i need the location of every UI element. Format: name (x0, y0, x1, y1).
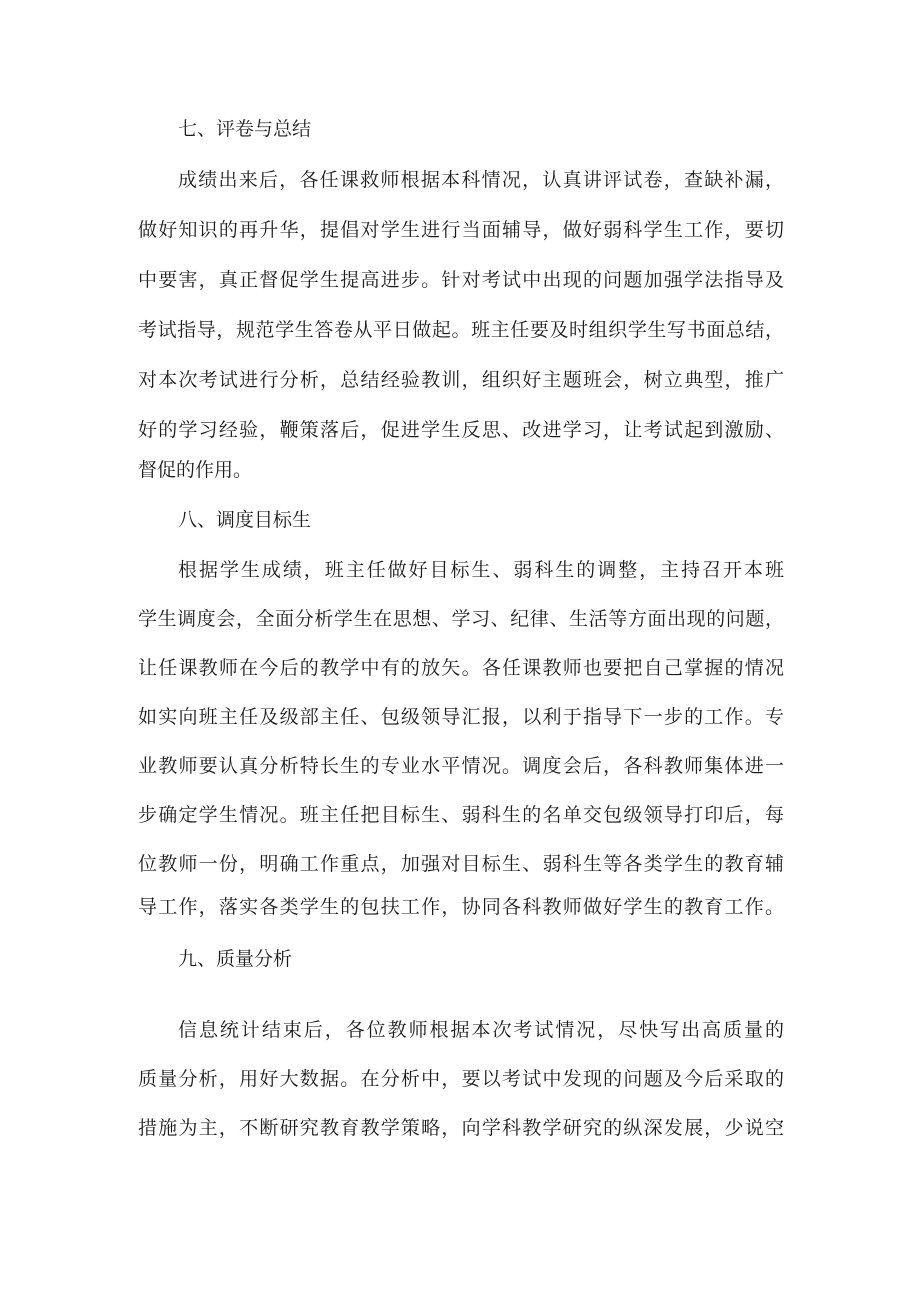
paragraph-line: 如实向班主任及级部主任、包级领导汇报，以利于指导下一步的工作。专 (138, 706, 784, 728)
section-heading-8: 八、调度目标生 (178, 509, 312, 531)
paragraph-line: 步确定学生情况。班主任把目标生、弱科生的名单交包级领导打印后，每 (138, 804, 784, 826)
paragraph-line: 学生调度会，全面分析学生在思想、学习、纪律、生活等方面出现的问题， (138, 608, 784, 630)
paragraph-line: 做好知识的再升华，提倡对学生进行当面辅导，做好弱科学生工作，要切 (138, 219, 784, 241)
paragraph-line: 业教师要认真分析特长生的专业水平情况。调度会后，各科教师集体进一 (138, 755, 784, 777)
paragraph-line: 位教师一份，明确工作重点，加强对目标生、弱科生等各类学生的教育辅 (138, 853, 784, 875)
paragraph-line: 中要害，真正督促学生提高进步。针对考试中出现的问题加强学法指导及 (138, 269, 784, 291)
paragraph-line: 根据学生成绩，班主任做好目标生、弱科生的调整，主持召开本班 (178, 559, 784, 581)
section-heading-7: 七、评卷与总结 (178, 118, 312, 140)
paragraph-line: 导工作，落实各类学生的包扶工作，协同各科教师做好学生的教育工作。 (138, 896, 784, 918)
paragraph-line: 让任课教师在今后的教学中有的放矢。各任课教师也要把自己掌握的情况 (138, 657, 784, 679)
paragraph-line: 对本次考试进行分析，总结经验教训，组织好主题班会，树立典型，推广 (138, 369, 784, 391)
paragraph-line: 信息统计结束后，各位教师根据本次考试情况，尽快写出高质量的 (178, 1019, 784, 1041)
paragraph-line: 考试指导，规范学生答卷从平日做起。班主任要及时组织学生写书面总结， (138, 319, 784, 341)
section-heading-9: 九、质量分析 (178, 948, 293, 970)
paragraph-line: 成绩出来后，各任课救师根据本科情况，认真讲评试卷，查缺补漏， (178, 169, 784, 191)
paragraph-line: 督促的作用。 (138, 459, 253, 481)
paragraph-line: 好的学习经验，鞭策落后，促进学生反思、改进学习，让考试起到激励、 (138, 419, 784, 441)
paragraph-line: 措施为主，不断研究教育教学策略，向学科教学研究的纵深发展，少说空 (138, 1117, 784, 1139)
paragraph-line: 质量分析，用好大数据。在分析中，要以考试中发现的问题及今后采取的 (138, 1068, 784, 1090)
